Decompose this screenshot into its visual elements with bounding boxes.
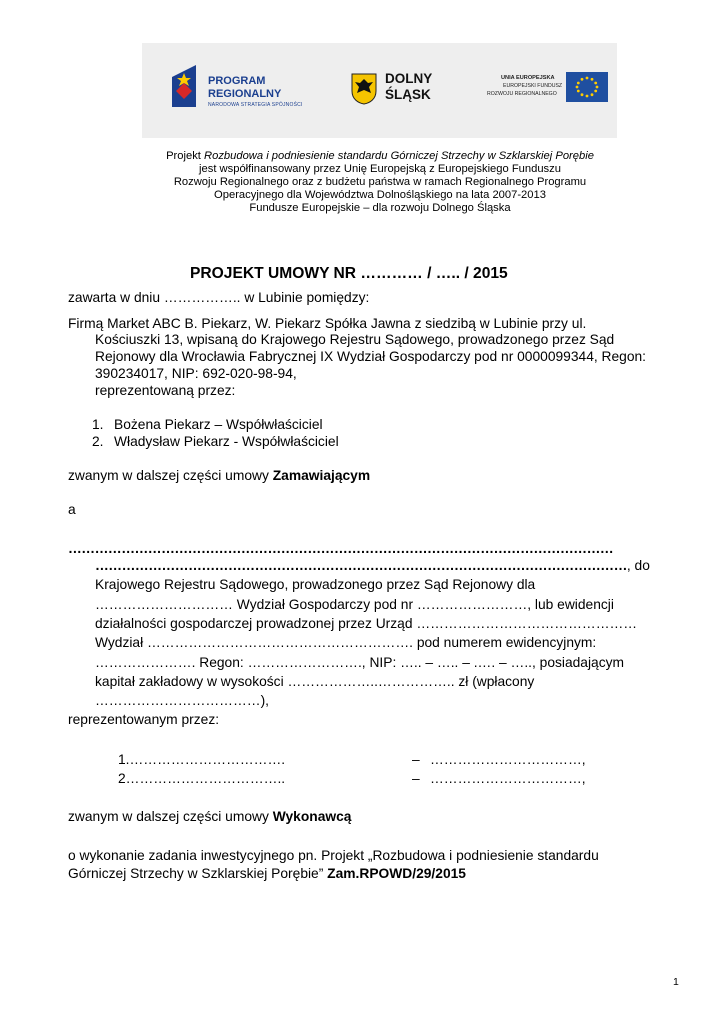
party1-line4: 390234017, NIP: 692-020-98-94, — [95, 366, 297, 381]
dolny-slask-line2: ŚLĄSK — [385, 87, 431, 102]
program-regionalny-tagline: NARODOWA STRATEGIA SPÓJNOŚCI — [208, 102, 303, 108]
contractor-prefix: zwanym w dalszej części umowy — [68, 809, 273, 824]
page-number: 1 — [673, 976, 679, 988]
party2-line6: Wydział …………………………………………………. pod numerem ewidencyjnym: — [95, 635, 597, 650]
party2-line2-tail: , do — [626, 558, 650, 573]
document-title: PROJEKT UMOWY NR ………… / ….. / 2015 — [190, 265, 508, 282]
order-number: Zam.RPOWD/29/2015 — [327, 866, 466, 881]
representative-1: Bożena Piekarz – Współwłaściciel — [114, 417, 323, 432]
dolny-slask-line1: DOLNY — [385, 71, 433, 86]
and-word: a — [68, 502, 76, 517]
party2-dots2: ………………………………………………………………………………………………………… — [95, 558, 627, 573]
intro-line-5: Fundusze Europejskie – dla rozwoju Dolnego Śląska — [249, 202, 511, 214]
logo-band — [142, 43, 617, 138]
dolny-slask-eagle-icon — [351, 73, 377, 105]
rep2-dash-2: – — [412, 771, 420, 786]
intro-line-2: jest współfinansowany przez Unię Europejską z Europejskiego Funduszu — [199, 163, 561, 175]
ordering-term: Zamawiającym — [272, 468, 371, 483]
task-prefix: Górniczej Strzechy w Szklarskiej Porębie” — [68, 866, 328, 881]
intro-line-3: Rozwoju Regionalnego oraz z budżetu państwa w ramach Regionalnego Programu — [173, 176, 587, 188]
concluded-line: zawarta w dniu …………….. w Lubinie pomiędzy: — [68, 290, 370, 305]
representative-2: Władysław Piekarz - Współwłaściciel — [114, 434, 339, 449]
task-line2 — [68, 866, 466, 881]
eu-line1: UNIA EUROPEJSKA — [501, 75, 555, 81]
rep2-left-2: 2…………………………….. — [118, 771, 286, 786]
contractor-term: Wykonawcą — [272, 809, 352, 824]
party2-line7: …………………. Regon: ……………………., NIP: ….. – ….. – .…. – ….., posiadającym — [95, 655, 625, 670]
project-name: Rozbudowa i podniesienie standardu Górniczej Strzechy w Szklarskiej Porębie — [204, 150, 594, 162]
rep2-right-2: ……………………………, — [430, 771, 586, 786]
program-regionalny-line1: PROGRAM — [208, 75, 266, 87]
party2-line10: reprezentowanym przez: — [68, 712, 220, 727]
party1-line1: Firmą Market ABC B. Piekarz, W. Piekarz Spółka Jawna z siedzibą w Lubinie przy ul. — [68, 316, 587, 331]
rep2-left-1: 1.……………………………. — [118, 752, 286, 767]
party2-line8: kapitał zakładowy w wysokości ………………..…………….. zł (wpłacony — [95, 674, 535, 689]
party2-line5: działalności gospodarczej prowadzonej przez Urząd ………………………………………… — [95, 616, 638, 631]
intro-line-1 — [120, 150, 640, 163]
rep2-right-1: ……………………………, — [430, 752, 586, 767]
program-regionalny-line2: REGIONALNY — [208, 88, 282, 100]
party2-line3: Krajowego Rejestru Sądowego, prowadzonego przez Sąd Rejonowy dla — [95, 577, 536, 592]
intro-line-4: Operacyjnego dla Województwa Dolnośląskiego na lata 2007-2013 — [214, 189, 546, 201]
eu-line3: ROZWOJU REGIONALNEGO — [487, 91, 557, 97]
party1-line3: Rejonowy dla Wrocławia Fabrycznej IX Wydział Gospodarczy pod nr 0000099344, Regon: — [95, 349, 647, 364]
contractor-line — [68, 809, 351, 824]
party1-line2: Kościuszki 13, wpisaną do Krajowego Rejestru Sądowego, prowadzonego przez Sąd — [95, 332, 615, 347]
party1-line5: reprezentowaną przez: — [95, 383, 236, 398]
ordering-prefix: zwanym w dalszej części umowy — [68, 468, 273, 483]
party2-line1: …………………………………………………………………………………………………………… — [68, 541, 614, 556]
task-line1: o wykonanie zadania inwestycyjnego pn. Projekt „Rozbudowa i podniesienie standardu — [68, 848, 599, 863]
program-regionalny-logo — [170, 63, 200, 109]
representative-num-1: 1. — [92, 417, 104, 432]
eu-line2: EUROPEJSKI FUNDUSZ — [503, 83, 563, 89]
party2-line2 — [95, 558, 650, 573]
ordering-party-line — [68, 468, 370, 483]
party2-line9: ………………………………), — [95, 693, 269, 708]
representative-num-2: 2. — [92, 434, 104, 449]
eu-flag-icon — [566, 72, 608, 102]
rep2-dash-1: – — [412, 752, 420, 767]
party2-line4: ………………………… Wydział Gospodarczy pod nr ……………………, lub ewidencji — [95, 597, 614, 612]
intro-prefix: Projekt — [166, 150, 205, 162]
